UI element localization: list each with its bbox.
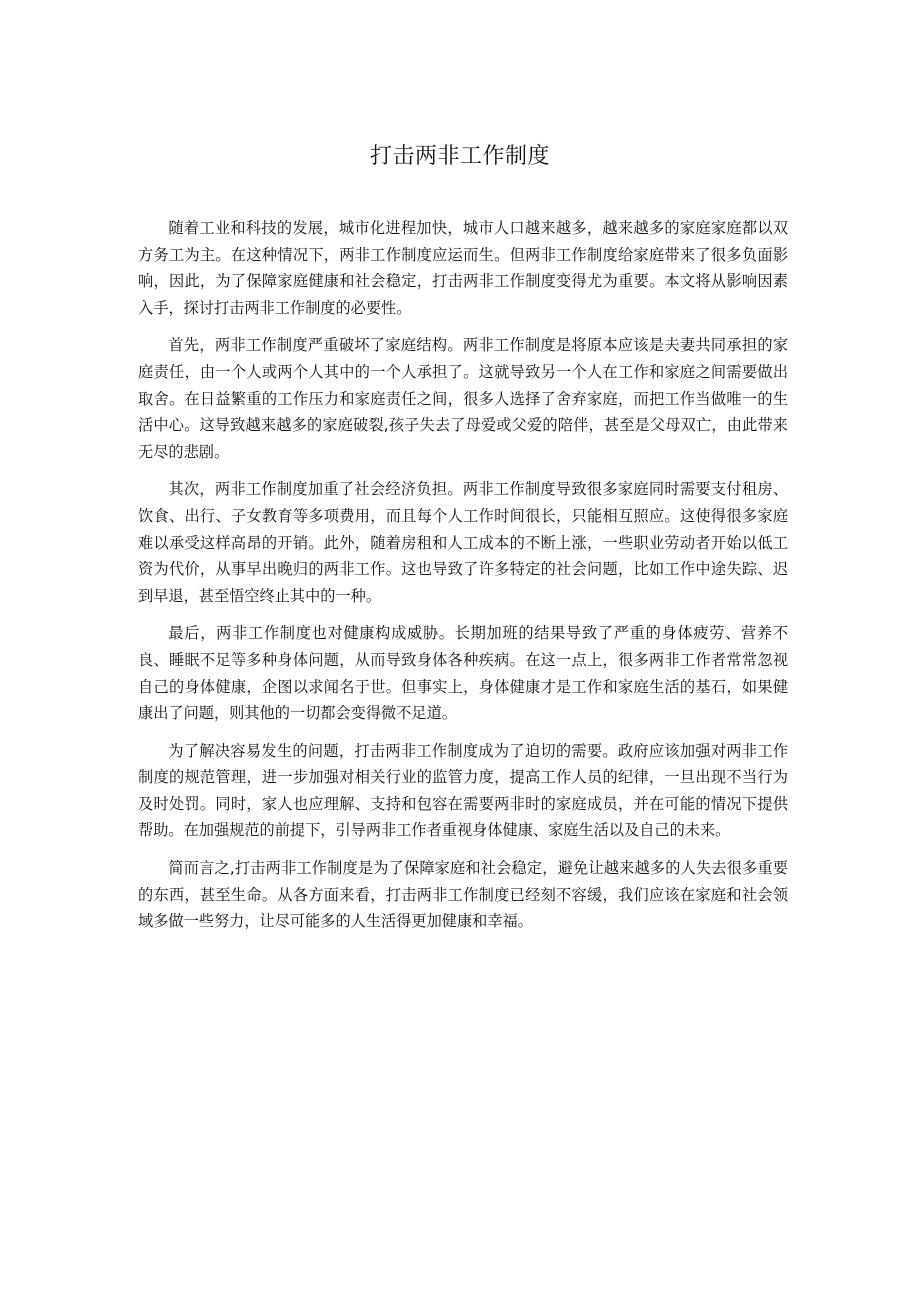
paragraph-third-point: 最后，两非工作制度也对健康构成威胁。长期加班的结果导致了严重的身体疲劳、营养不良、睡眠不足等多种身体问题，从而导致身体各种疾病。在这一点上，很多两非工作者常常忽视自己的身体健康，企图以求闻名于世。但事实上，身体健康才是工作和家庭生活的基石，如果健康出了问题，则其他的一切都会变得微不足道。	[138, 624, 788, 723]
paragraph-first-point: 首先，两非工作制度严重破坏了家庭结构。两非工作制度是将原本应该是夫妻共同承担的家庭责任，由一个人或两个人其中的一个人承担了。这就导致另一个人在工作和家庭之间需要做出取舍。在日益繁重的工作压力和家庭责任之间，很多人选择了舍弃家庭，而把工作当做唯一的生活中心。这导致越来越多的家庭破裂,孩子失去了母爱或父爱的陪伴，甚至是父母双亡，由此带来无尽的悲剧。	[138, 336, 788, 461]
paragraph-intro: 随着工业和科技的发展，城市化进程加快，城市人口越来越多，越来越多的家庭家庭都以双方务工为主。在这种情况下，两非工作制度应运而生。但两非工作制度给家庭带来了很多负面影响，因此，为了保障家庭健康和社会稳定，打击两非工作制度变得尤为重要。本文将从影响因素入手，探讨打击两非工作制度的必要性。	[138, 219, 788, 317]
paragraph-solution: 为了解决容易发生的问题，打击两非工作制度成为了迫切的需要。政府应该加强对两非工作制度的规范管理，进一步加强对相关行业的监管力度，提高工作人员的纪律，一旦出现不当行为及时处罚。同时，家人也应理解、支持和包容在需要两非时的家庭成员，并在可能的情况下提供帮助。在加强规范的前提下，引导两非工作者重视身体健康、家庭生活以及自己的未来。	[138, 741, 788, 840]
document-title: 打击两非工作制度	[369, 144, 550, 169]
paragraph-conclusion: 简而言之,打击两非工作制度是为了保障家庭和社会稳定，避免让越来越多的人失去很多重要的东西，甚至生命。从各方面来看，打击两非工作制度已经刻不容缓，我们应该在家庭和社会领域多做一些努力，让尽可能多的人生活得更加健康和幸福。	[138, 859, 788, 931]
document-body	[138, 215, 788, 946]
paragraph-second-point: 其次，两非工作制度加重了社会经济负担。两非工作制度导致很多家庭同时需要支付租房、饮食、出行、子女教育等多项费用，而且每个人工作时间很长，只能相互照应。这使得很多家庭难以承受这样高昂的开销。此外，随着房租和人工成本的不断上涨，一些职业劳动者开始以低工资为代价，从事早出晚归的两非工作。这也导致了许多特定的社会问题，比如工作中途失踪、迟到早退，甚至悟空终止其中的一种。	[138, 480, 788, 605]
